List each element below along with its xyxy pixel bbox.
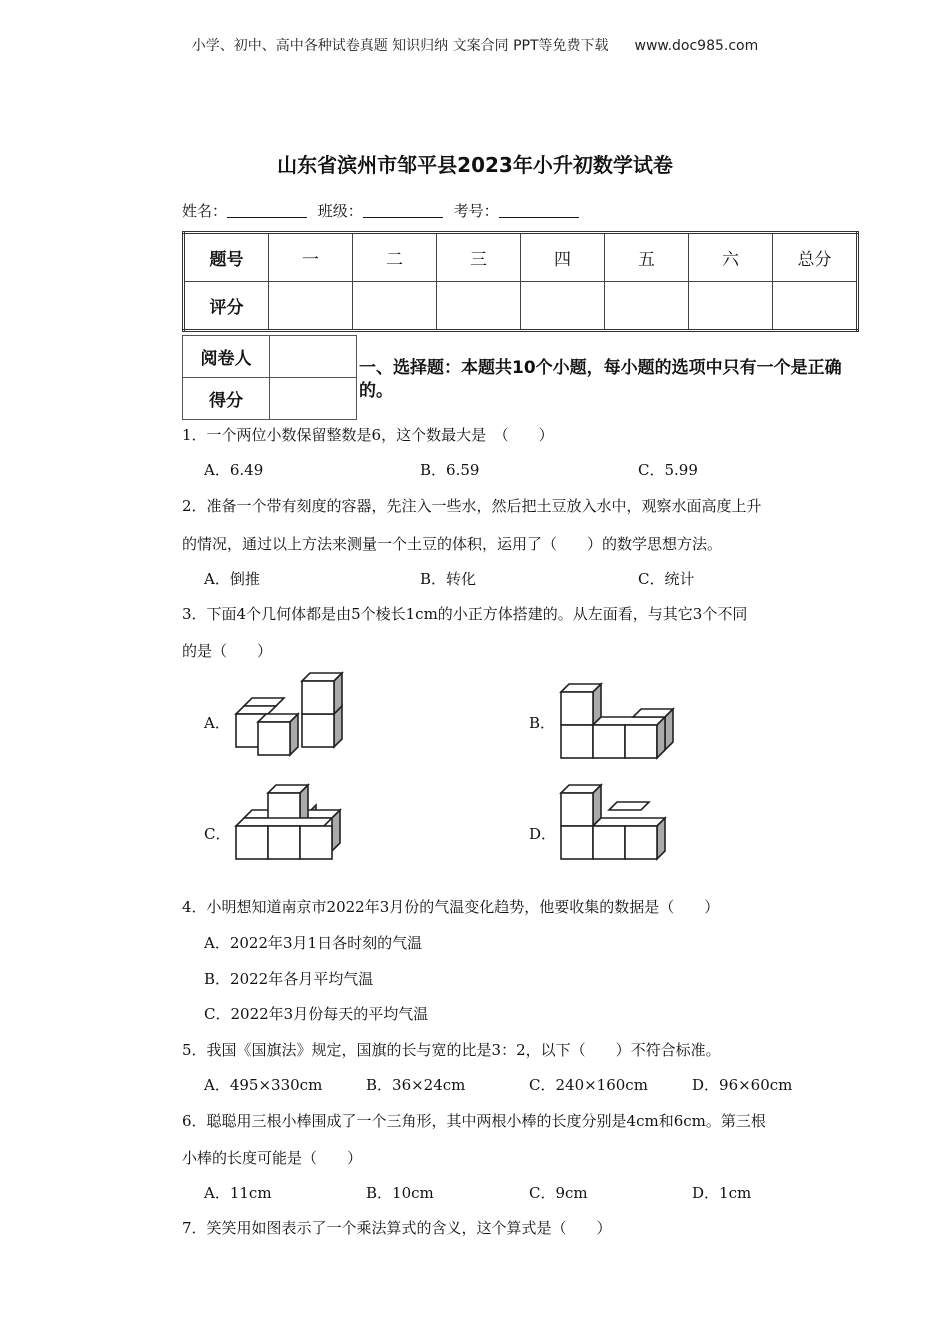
number-label: 考号： xyxy=(453,202,499,220)
question-3-line2: 的是（ ） xyxy=(182,642,273,660)
q1-option-c[interactable]: C．5.99 xyxy=(638,461,698,479)
score-row xyxy=(184,282,858,331)
score-header-cell: 二 xyxy=(353,233,437,282)
q5-option-b[interactable]: B．36×24cm xyxy=(366,1076,466,1094)
score-header-cell: 总分 xyxy=(773,233,858,282)
score-header-cell: 四 xyxy=(521,233,605,282)
cube-figure-a xyxy=(230,668,350,763)
score-header-cell: 一 xyxy=(269,233,353,282)
number-field[interactable] xyxy=(499,203,579,218)
cube-figure-d xyxy=(555,780,680,865)
score-cell[interactable] xyxy=(521,282,605,331)
header-site[interactable]: www.doc985.com xyxy=(634,38,759,54)
q2-option-a[interactable]: A．倒推 xyxy=(204,570,260,588)
score-header-cell: 六 xyxy=(689,233,773,282)
q3-option-d[interactable]: D． xyxy=(529,825,557,843)
score-header-row xyxy=(184,233,858,282)
q6-option-b[interactable]: B．10cm xyxy=(366,1184,434,1202)
score-row-label: 评分 xyxy=(184,282,269,331)
q3-option-a[interactable]: A． xyxy=(204,714,230,732)
section-heading: 一、选择题：本题共10个小题，每小题的选项中只有一个是正确的。 xyxy=(359,358,842,401)
score-cell[interactable] xyxy=(773,282,858,331)
class-field[interactable] xyxy=(363,203,443,218)
reviewer-cell[interactable] xyxy=(270,336,357,378)
score-cell[interactable] xyxy=(353,282,437,331)
class-label: 班级： xyxy=(317,202,363,220)
q5-option-d[interactable]: D．96×60cm xyxy=(692,1076,793,1094)
grader-table xyxy=(182,335,357,420)
cube-figure-b xyxy=(555,680,685,765)
reviewer-label: 阅卷人 xyxy=(183,336,270,378)
question-7: 7．笑笑用如图表示了一个乘法算式的含义，这个算式是（ ） xyxy=(182,1219,612,1237)
question-5: 5．我国《国旗法》规定，国旗的长与宽的比是3：2，以下（ ）不符合标准。 xyxy=(182,1041,721,1059)
grader-score-cell[interactable] xyxy=(270,378,357,420)
score-header-cell: 三 xyxy=(437,233,521,282)
q4-option-b[interactable]: B．2022年各月平均气温 xyxy=(204,970,374,988)
score-cell[interactable] xyxy=(689,282,773,331)
cube-figure-c xyxy=(230,780,350,865)
score-cell[interactable] xyxy=(605,282,689,331)
question-2-line1: 2．准备一个带有刻度的容器，先注入一些水，然后把土豆放入水中，观察水面高度上升 xyxy=(182,497,762,515)
q3-option-b[interactable]: B． xyxy=(529,714,556,732)
q4-option-a[interactable]: A．2022年3月1日各时刻的气温 xyxy=(204,934,423,952)
q6-option-a[interactable]: A．11cm xyxy=(204,1184,272,1202)
student-info xyxy=(182,200,585,221)
q2-option-c[interactable]: C．统计 xyxy=(638,570,695,588)
q6-option-d[interactable]: D．1cm xyxy=(692,1184,752,1202)
q5-option-c[interactable]: C．240×160cm xyxy=(529,1076,648,1094)
q1-option-b[interactable]: B．6.59 xyxy=(420,461,480,479)
question-1: 1．一个两位小数保留整数是6，这个数最大是 （ ） xyxy=(182,426,554,444)
q5-option-a[interactable]: A．495×330cm xyxy=(204,1076,323,1094)
name-field[interactable] xyxy=(227,203,307,218)
q3-option-c[interactable]: C． xyxy=(204,825,231,843)
grader-score-label: 得分 xyxy=(183,378,270,420)
score-table xyxy=(182,231,859,332)
question-6-line1: 6．聪聪用三根小棒围成了一个三角形，其中两根小棒的长度分别是4cm和6cm。第三根 xyxy=(182,1112,766,1130)
question-3-line1: 3．下面4个几何体都是由5个棱长1cm的小正方体搭建的。从左面看，与其它3个不同 xyxy=(182,605,748,623)
score-cell[interactable] xyxy=(437,282,521,331)
score-cell[interactable] xyxy=(269,282,353,331)
q2-option-b[interactable]: B．转化 xyxy=(420,570,477,588)
question-4: 4．小明想知道南京市2022年3月份的气温变化趋势，他要收集的数据是（ ） xyxy=(182,898,720,916)
page-header xyxy=(0,35,950,55)
header-text: 小学、初中、高中各种试卷真题 知识归纳 文案合同 PPT等免费下载 xyxy=(191,38,609,54)
question-6-line2: 小棒的长度可能是（ ） xyxy=(182,1149,363,1167)
q4-option-c[interactable]: C．2022年3月份每天的平均气温 xyxy=(204,1005,429,1023)
question-2-line2: 的情况，通过以上方法来测量一个土豆的体积，运用了（ ）的数学思想方法。 xyxy=(182,535,723,553)
q6-option-c[interactable]: C．9cm xyxy=(529,1184,588,1202)
q1-option-a[interactable]: A．6.49 xyxy=(204,461,264,479)
name-label: 姓名： xyxy=(182,202,228,220)
score-header-cell: 五 xyxy=(605,233,689,282)
page-title: 山东省滨州市邹平县2023年小升初数学试卷 xyxy=(277,153,673,177)
score-header-cell: 题号 xyxy=(184,233,269,282)
